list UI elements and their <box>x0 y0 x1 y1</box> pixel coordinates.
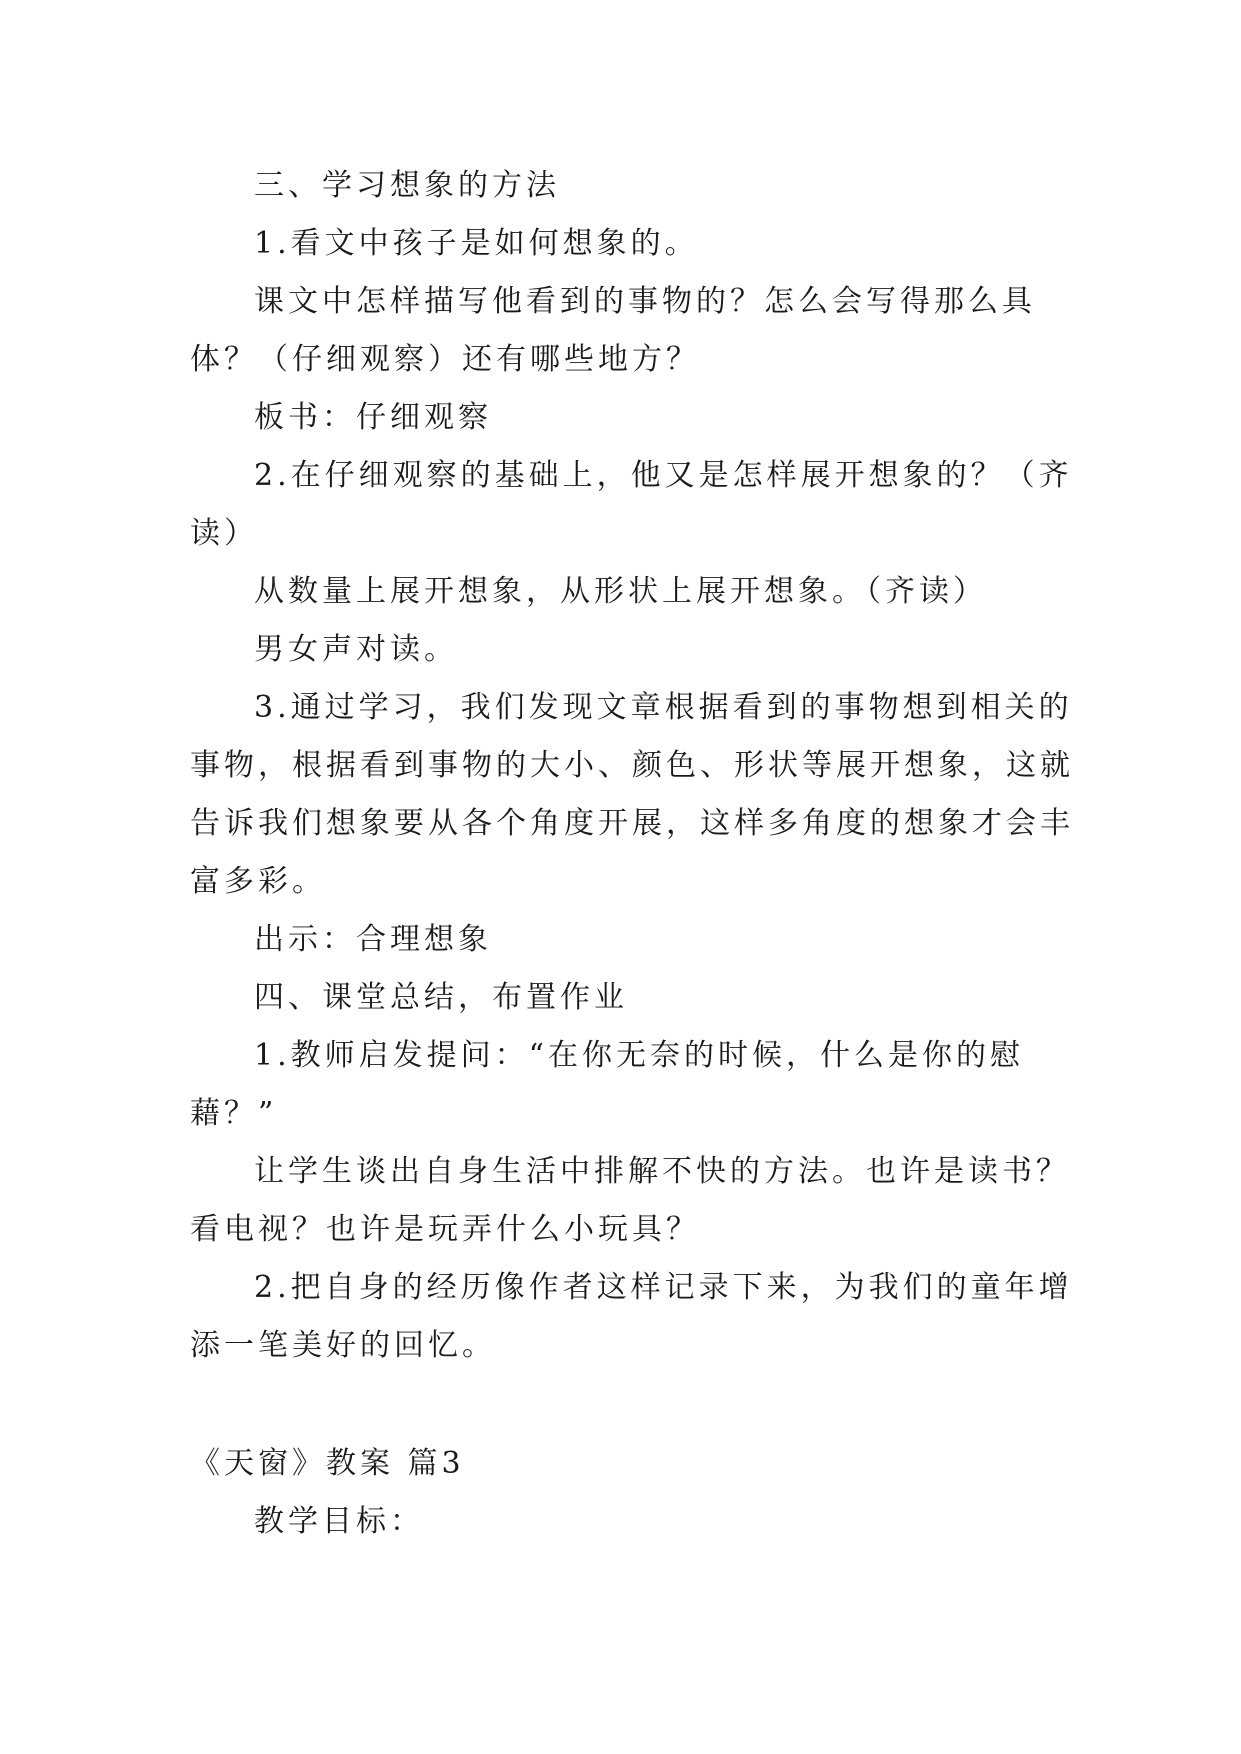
display-note: 出示：合理想象 <box>254 922 492 957</box>
paragraph-line: 看电视？也许是玩弄什么小玩具？ <box>190 1212 700 1247</box>
section-heading-3: 三、学习想象的方法 <box>254 168 560 203</box>
lesson-plan-title: 《天窗》教案 篇3 <box>190 1446 465 1481</box>
paragraph-line: 事物，根据看到事物的大小、颜色、形状等展开想象，这就 <box>190 748 1074 783</box>
paragraph-line: 男女声对读。 <box>254 632 458 667</box>
list-item-2: 2.在仔细观察的基础上，他又是怎样展开想象的？（齐 <box>254 458 1073 493</box>
list-item-3: 3.通过学习，我们发现文章根据看到的事物想到相关的 <box>254 690 1073 725</box>
list-item-2: 2.把自身的经历像作者这样记录下来，为我们的童年增 <box>254 1270 1073 1305</box>
paragraph-line: 富多彩。 <box>190 864 326 899</box>
paragraph-line: 体？（仔细观察）还有哪些地方？ <box>190 342 700 377</box>
list-item-1: 1.教师启发提问：“在你无奈的时候，什么是你的慰 <box>254 1038 1024 1073</box>
list-item-1: 1.看文中孩子是如何想象的。 <box>254 226 699 261</box>
paragraph-line: 告诉我们想象要从各个角度开展，这样多角度的想象才会丰 <box>190 806 1074 841</box>
section-heading-4: 四、课堂总结，布置作业 <box>254 980 628 1015</box>
paragraph-line: 课文中怎样描写他看到的事物的？怎么会写得那么具 <box>254 284 1036 319</box>
paragraph-line: 读） <box>190 516 258 551</box>
paragraph-line: 藉？” <box>190 1096 278 1131</box>
paragraph-line: 添一笔美好的回忆。 <box>190 1328 496 1363</box>
blackboard-note: 板书：仔细观察 <box>254 400 492 435</box>
paragraph-line: 让学生谈出自身生活中排解不快的方法。也许是读书？ <box>254 1154 1070 1189</box>
teaching-goals-heading: 教学目标： <box>254 1504 424 1539</box>
paragraph-line: 从数量上展开想象，从形状上展开想象。（齐读） <box>254 574 987 609</box>
